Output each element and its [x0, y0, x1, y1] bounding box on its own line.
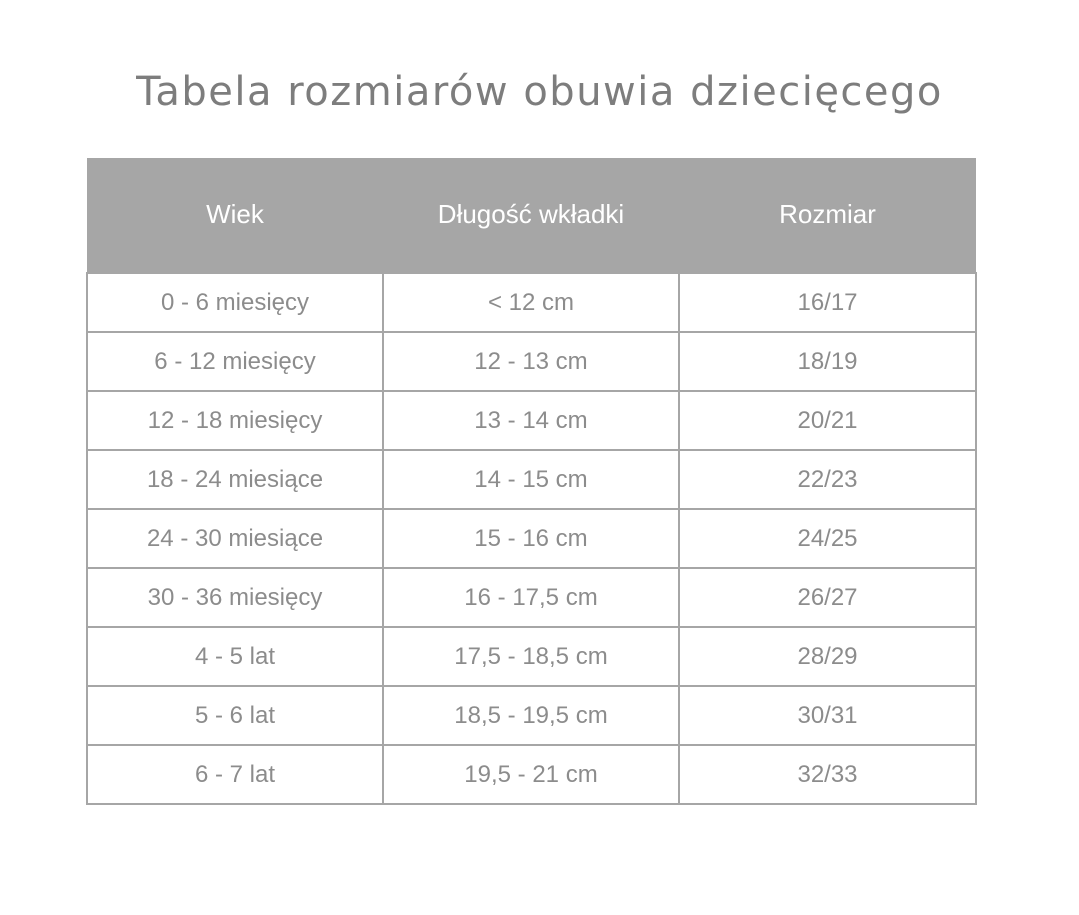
page-title: Tabela rozmiarów obuwia dziecięcego — [136, 68, 943, 115]
cell-insole-length: 12 - 13 cm — [383, 332, 679, 391]
cell-age: 12 - 18 miesięcy — [87, 391, 383, 450]
cell-size: 26/27 — [679, 568, 976, 627]
cell-size: 22/23 — [679, 450, 976, 509]
cell-age: 6 - 7 lat — [87, 745, 383, 804]
cell-age: 0 - 6 miesięcy — [87, 273, 383, 332]
cell-age: 24 - 30 miesiące — [87, 509, 383, 568]
cell-size: 24/25 — [679, 509, 976, 568]
cell-insole-length: 17,5 - 18,5 cm — [383, 627, 679, 686]
table-row — [87, 568, 976, 627]
cell-age: 30 - 36 miesięcy — [87, 568, 383, 627]
cell-insole-length: < 12 cm — [383, 273, 679, 332]
cell-age: 5 - 6 lat — [87, 686, 383, 745]
cell-insole-length: 16 - 17,5 cm — [383, 568, 679, 627]
cell-size: 32/33 — [679, 745, 976, 804]
table-header-row — [87, 158, 976, 273]
cell-size: 20/21 — [679, 391, 976, 450]
size-table-container — [86, 158, 975, 805]
cell-insole-length: 19,5 - 21 cm — [383, 745, 679, 804]
cell-age: 6 - 12 miesięcy — [87, 332, 383, 391]
cell-insole-length: 13 - 14 cm — [383, 391, 679, 450]
cell-age: 4 - 5 lat — [87, 627, 383, 686]
table-row — [87, 450, 976, 509]
cell-size: 30/31 — [679, 686, 976, 745]
cell-size: 28/29 — [679, 627, 976, 686]
table-row — [87, 273, 976, 332]
column-header-age: Wiek — [87, 158, 383, 273]
cell-insole-length: 14 - 15 cm — [383, 450, 679, 509]
column-header-size: Rozmiar — [679, 158, 976, 273]
table-row — [87, 745, 976, 804]
table-row — [87, 391, 976, 450]
cell-insole-length: 15 - 16 cm — [383, 509, 679, 568]
table-row — [87, 332, 976, 391]
column-header-insole-length: Długość wkładki — [383, 158, 679, 273]
cell-insole-length: 18,5 - 19,5 cm — [383, 686, 679, 745]
table-row — [87, 686, 976, 745]
cell-size: 18/19 — [679, 332, 976, 391]
table-row — [87, 509, 976, 568]
table-header — [87, 158, 976, 273]
table-row — [87, 627, 976, 686]
cell-size: 16/17 — [679, 273, 976, 332]
shoe-size-table — [86, 158, 977, 805]
table-body — [87, 273, 976, 804]
cell-age: 18 - 24 miesiące — [87, 450, 383, 509]
